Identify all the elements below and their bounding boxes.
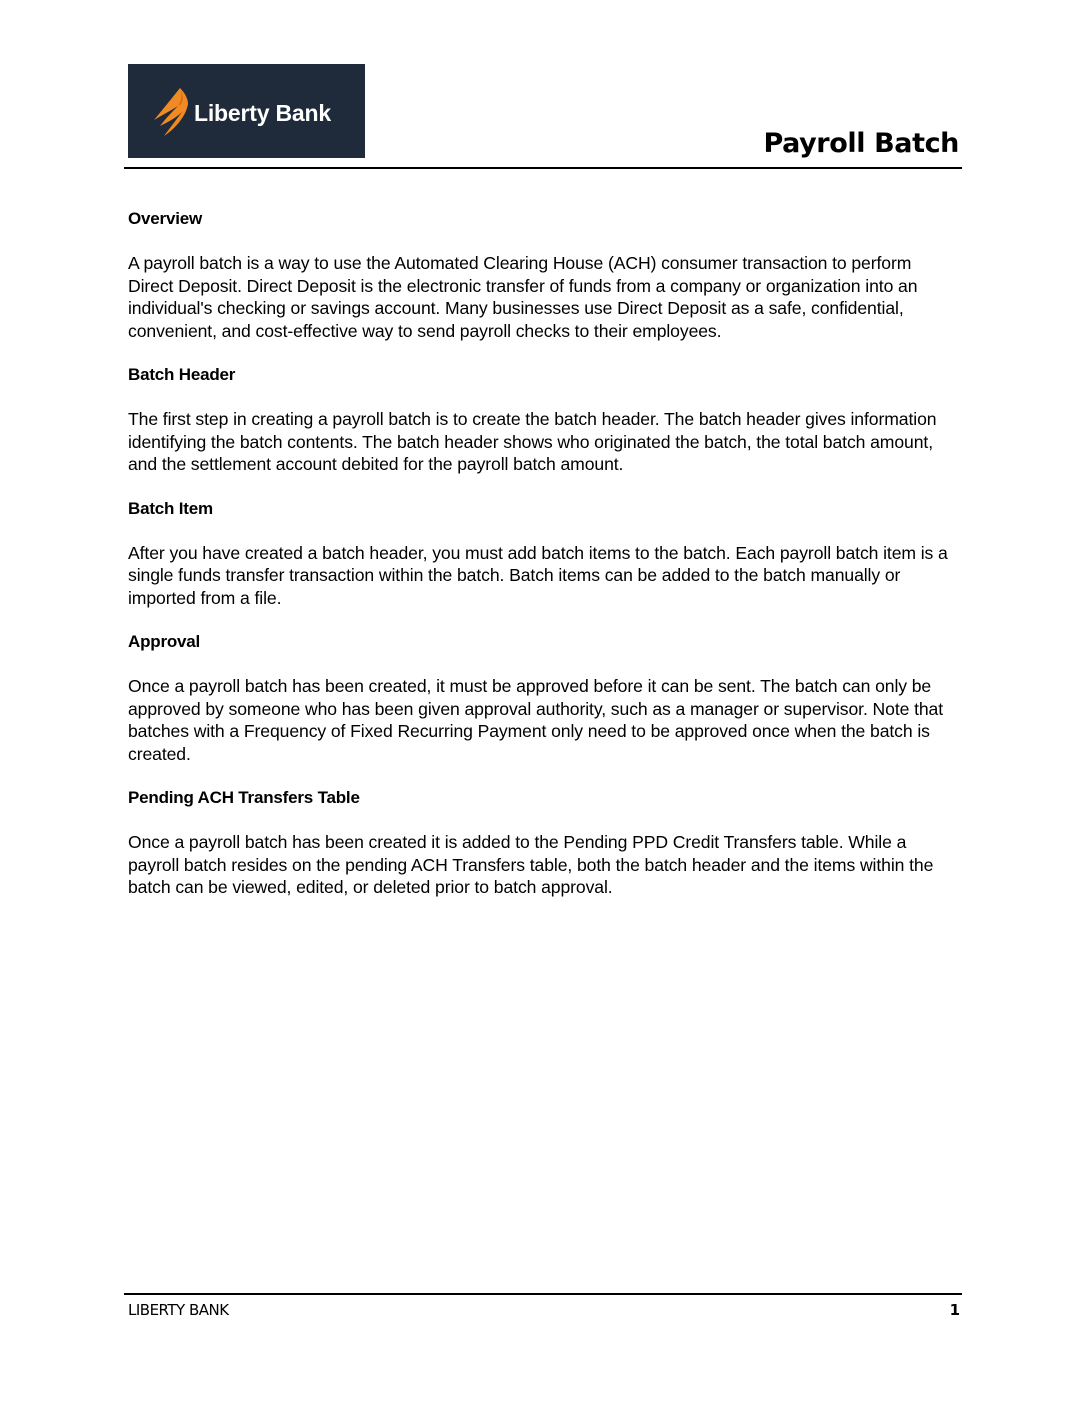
section-heading: Approval — [128, 632, 201, 651]
footer-divider — [124, 1293, 962, 1295]
section-body: A payroll batch is a way to use the Automated Clearing House (ACH) consumer transaction to perform Direct Deposit. Direct Deposit is the electronic transfer of funds from a company or organization into an individual's checking or savings account. Many businesses use Direct Deposit as a safe, confidential, convenient, and cost-effective way to send payroll checks to their employees. — [128, 253, 918, 341]
section-pending-ach-transfers — [128, 787, 958, 899]
section-overview — [128, 208, 958, 342]
section-body: After you have created a batch header, you must add batch items to the batch. Each payroll batch item is a single funds transfer transaction within the batch. Batch items can be added to the batch manually or imported from a file. — [128, 542, 948, 608]
page-number: 1 — [949, 1301, 960, 1319]
section-batch-item — [128, 498, 958, 610]
section-heading: Pending ACH Transfers Table — [128, 788, 360, 807]
section-body: Once a payroll batch has been created, it must be approved before it can be sent. The batch can only be approved by someone who has been given approval authority, such as a manager or supervisor. Note that batches with a Frequency of Fixed Recurring Payment only need to be approved once when the batch is created. — [128, 676, 944, 764]
section-approval — [128, 631, 958, 765]
section-body: The first step in creating a payroll batch is to create the batch header. The batch header gives information identifying the batch contents. The batch header shows who originated the batch, the total batch amount, and the settlement account debited for the payroll batch amount. — [128, 409, 937, 474]
liberty-bank-logo — [128, 64, 365, 158]
logo-text: Liberty Bank — [194, 100, 331, 126]
header-divider — [124, 167, 962, 169]
flame-logo-icon — [150, 86, 190, 138]
section-body: Once a payroll batch has been created it is added to the Pending PPD Credit Transfers table. While a payroll batch resides on the pending ACH Transfers table, both the batch header and the items within the batch can be viewed, edited, or deleted prior to batch approval. — [128, 832, 934, 897]
section-heading: Batch Header — [128, 365, 236, 384]
section-heading: Batch Item — [128, 498, 213, 518]
section-heading: Overview — [128, 209, 203, 228]
footer-company-name: LIBERTY BANK — [128, 1301, 229, 1319]
section-batch-header — [128, 364, 958, 476]
document-body — [128, 208, 958, 921]
document-title: Payroll Batch — [763, 128, 959, 159]
